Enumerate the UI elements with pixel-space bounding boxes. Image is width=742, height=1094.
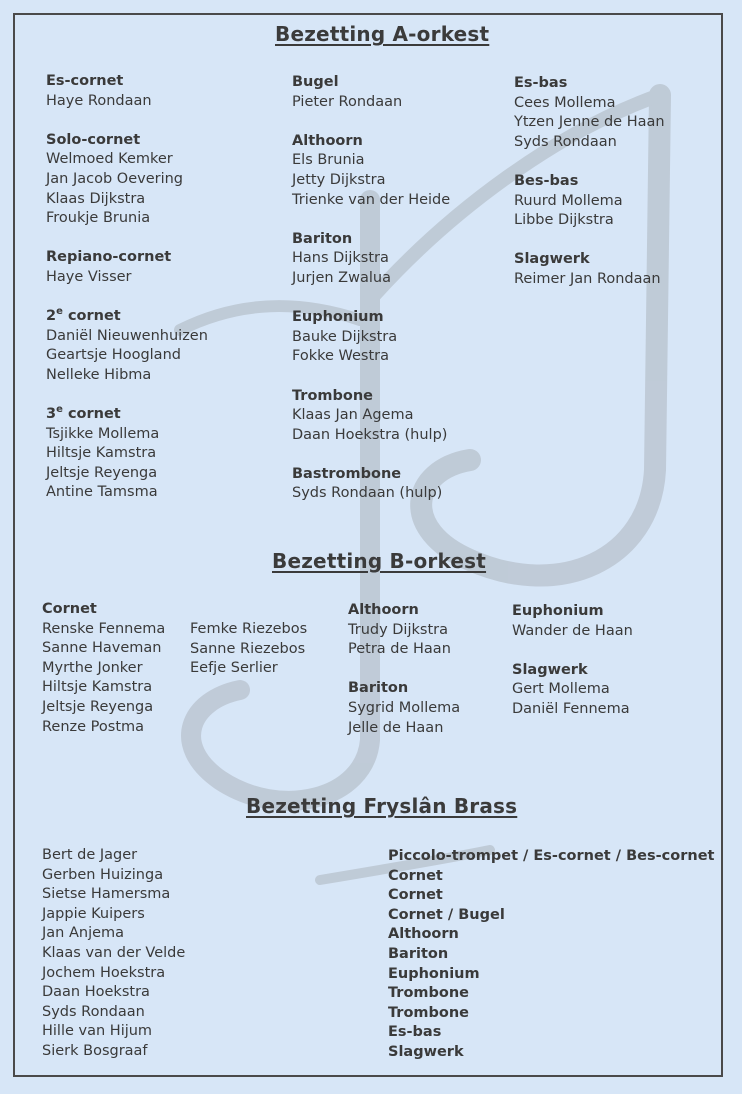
member: Daniël Nieuwenhuizen <box>46 327 208 344</box>
member: Hiltsje Kamstra <box>46 445 157 462</box>
member: Els Brunia <box>292 152 365 169</box>
a-col3 <box>514 74 665 290</box>
instrument: Cornet <box>388 867 443 884</box>
member: Jeltsje Reyenga <box>42 698 154 715</box>
section-title: Bastrombone <box>292 465 402 482</box>
member: Nelleke Hibma <box>46 366 152 383</box>
member: Hans Dijkstra <box>292 250 389 267</box>
member: Bert de Jager <box>42 847 138 863</box>
member: Hille van Hijum <box>42 1023 153 1040</box>
member: Syds Rondaan (hulp) <box>292 485 443 502</box>
member: Jan Jacob Oevering <box>46 170 183 187</box>
member: Welmoed Kemker <box>46 151 173 168</box>
member: Gert Mollema <box>512 681 610 698</box>
member: Jurjen Zwalua <box>292 269 391 286</box>
section-title: Solo-cornet <box>46 131 141 148</box>
section-title: Euphonium <box>292 309 384 326</box>
section-title: Althoorn <box>292 132 363 149</box>
b-col3 <box>348 601 460 738</box>
fryslan-members <box>42 846 185 1062</box>
section-title: Repiano-cornet <box>46 249 172 266</box>
member: Reimer Jan Rondaan <box>514 270 661 287</box>
member: Syds Rondaan <box>514 133 617 150</box>
instrument: Cornet <box>388 887 443 904</box>
ordinal-sup: e <box>56 306 63 318</box>
member: Renske Fennema <box>42 620 166 637</box>
member: Froukje Brunia <box>46 210 151 227</box>
b-cornet <box>42 600 165 737</box>
member: Klaas Dijkstra <box>46 190 146 207</box>
member: Jeltsje Reyenga <box>46 464 158 481</box>
member: Bauke Dijkstra <box>292 328 398 345</box>
member: Geartsje Hoogland <box>46 347 181 364</box>
ordinal: 2 <box>46 308 57 325</box>
instrument: Althoorn <box>388 926 459 943</box>
member: Jan Anjema <box>42 925 125 942</box>
instrument: Euphonium <box>388 965 480 982</box>
member: Haye Visser <box>46 268 132 285</box>
member: Pieter Rondaan <box>292 93 403 110</box>
suffix: cornet <box>62 308 121 325</box>
member: Trienke van der Heide <box>292 191 451 208</box>
instrument: Es-bas <box>388 1024 442 1041</box>
member: Sygrid Mollema <box>348 699 461 716</box>
member: Sierk Bosgraaf <box>42 1042 148 1059</box>
member: Syds Rondaan <box>42 1003 145 1020</box>
section-title-3e-cornet <box>46 405 208 425</box>
member: Petra de Haan <box>348 641 451 658</box>
member: Daan Hoekstra (hulp) <box>292 426 448 443</box>
section-title: Trombone <box>292 387 374 404</box>
section-title: Cornet <box>42 601 97 617</box>
ordinal-sup: e <box>56 404 63 416</box>
member: Cees Mollema <box>514 94 616 111</box>
section-title: Slagwerk <box>512 661 588 678</box>
member: Libbe Dijkstra <box>514 212 614 229</box>
section-title: Bariton <box>292 230 353 247</box>
section-title: Es-cornet <box>46 73 124 89</box>
instrument: Slagwerk <box>388 1043 464 1060</box>
section-title: Euphonium <box>512 603 604 619</box>
member: Myrthe Jonker <box>42 659 143 676</box>
section-title: Es-bas <box>514 75 568 91</box>
section-title-2e-cornet <box>46 307 208 327</box>
a-orkest-title: Bezetting A-orkest <box>275 22 490 46</box>
member: Daniël Fennema <box>512 700 630 717</box>
member: Wander de Haan <box>512 622 633 639</box>
instrument: Piccolo-trompet / Es-cornet / Bes-cornet <box>388 848 715 864</box>
member: Daan Hoekstra <box>42 984 150 1001</box>
section-title: Slagwerk <box>514 251 590 268</box>
a-col1 <box>46 72 208 503</box>
member: Klaas van der Velde <box>42 944 186 961</box>
section-title: Bariton <box>348 680 409 697</box>
instrument: Trombone <box>388 1004 470 1021</box>
instrument: Bariton <box>388 945 449 962</box>
a-col2 <box>292 73 450 504</box>
member: Sietse Hamersma <box>42 886 171 903</box>
instrument: Trombone <box>388 985 470 1002</box>
member: Fokke Westra <box>292 348 389 365</box>
member: Jochem Hoekstra <box>42 964 166 981</box>
member: Ruurd Mollema <box>514 192 623 209</box>
fryslan-title: Bezetting Fryslân Brass <box>246 794 518 818</box>
member: Renze Postma <box>42 718 145 735</box>
member: Femke Riezebos <box>190 621 308 637</box>
suffix: cornet <box>62 406 121 423</box>
member: Antine Tamsma <box>46 484 158 501</box>
ordinal: 3 <box>46 406 57 423</box>
b-cornet-col2 <box>190 620 307 679</box>
b-orkest-title: Bezetting B-orkest <box>272 549 487 573</box>
member: Gerben Huizinga <box>42 866 164 883</box>
member: Tsjikke Mollema <box>46 425 160 442</box>
fryslan-instruments <box>388 847 714 1063</box>
member: Ytzen Jenne de Haan <box>514 114 665 131</box>
member: Trudy Dijkstra <box>348 621 448 638</box>
member: Eefje Serlier <box>190 660 278 677</box>
member: Sanne Riezebos <box>190 640 306 657</box>
member: Klaas Jan Agema <box>292 407 414 424</box>
section-title: Bes-bas <box>514 172 579 189</box>
member: Hiltsje Kamstra <box>42 679 153 696</box>
section-title: Bugel <box>292 74 339 90</box>
section-title: Althoorn <box>348 602 419 618</box>
member: Jelle de Haan <box>348 719 444 736</box>
b-col4 <box>512 602 633 720</box>
member: Sanne Haveman <box>42 640 162 657</box>
member: Haye Rondaan <box>46 92 152 109</box>
member: Jetty Dijkstra <box>292 171 386 188</box>
instrument: Cornet / Bugel <box>388 906 505 923</box>
member: Jappie Kuipers <box>42 905 145 922</box>
